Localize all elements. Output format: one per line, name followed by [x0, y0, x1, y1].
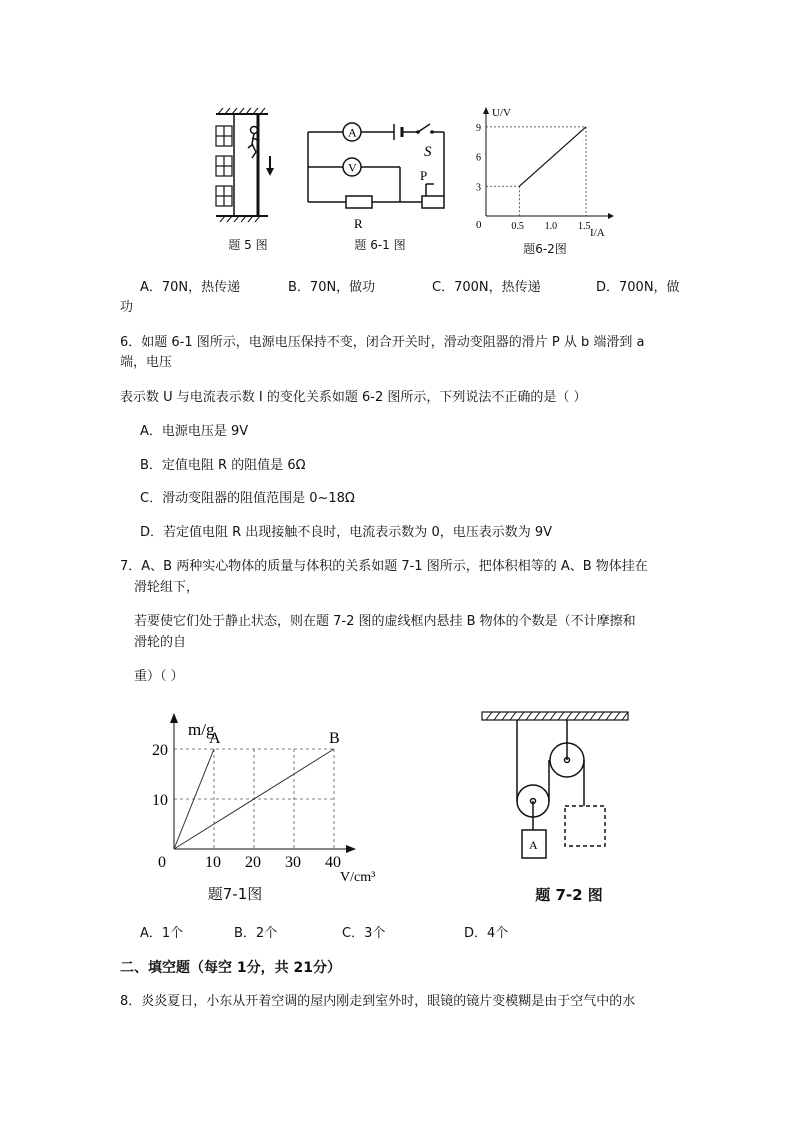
slider-label: P — [420, 168, 428, 183]
q7-stem-line3: 若要使它们处于静止状态，则在题 7-2 图的虚线框内悬挂 B 物体的个数是（不计摩擦和 — [134, 614, 636, 629]
figure-5-drawing — [208, 108, 288, 228]
y-tick-label: 20 — [152, 742, 168, 759]
x-tick-label: 30 — [285, 854, 301, 871]
x-tick-label: 10 — [205, 854, 221, 871]
q6-option-a: A．电源电压是 9V — [140, 424, 249, 439]
section-2-title: 二、填空题（每空 1分，共 21分） — [120, 960, 341, 976]
figure-6-2-caption: 题6-2图 — [523, 242, 567, 256]
figure-7-2 — [478, 708, 638, 908]
dashed-box — [565, 806, 605, 846]
x-tick-label: 0.5 — [511, 221, 524, 232]
q5-option-c: C．700N，热传递 — [432, 280, 541, 295]
x-axis-label: I/A — [590, 227, 605, 239]
chart-6-2 — [470, 100, 620, 240]
x-tick-label: 20 — [245, 854, 261, 871]
x-tick-label: 1.5 — [578, 221, 591, 232]
q7-option-c: C．3个 — [342, 926, 386, 941]
block-a-label: A — [529, 838, 538, 852]
q5-option-d-continued: 功 — [120, 300, 134, 315]
figure-6-1-circuit — [300, 112, 460, 232]
series-line-ui — [519, 127, 586, 186]
origin-label: 0 — [158, 854, 166, 871]
q7-stem-line2: 滑轮组下， — [134, 580, 200, 595]
y-axis-label: m/g — [188, 720, 215, 739]
q5-option-a: A．70N，热传递 — [140, 280, 241, 295]
origin-label: 0 — [476, 219, 482, 231]
figure-5 — [208, 108, 288, 258]
q8-stem-line1: 8．炎炎夏日，小东从开着空调的屋内刚走到室外时，眼镜的镜片变模糊是由于空气中的水 — [120, 994, 636, 1009]
q7-option-a: A．1个 — [140, 926, 184, 941]
point-label-b: B — [329, 730, 340, 747]
y-tick-label: 9 — [476, 122, 481, 134]
voltmeter-label: V — [348, 160, 357, 175]
y-tick-label: 10 — [152, 792, 168, 809]
q5-option-d: D．700N，做 — [596, 280, 680, 295]
switch-label: S — [424, 144, 432, 160]
figure-6-1-caption: 题 6-1 图 — [354, 238, 406, 252]
q6-stem-line3: 表示数 U 与电流表示数 I 的变化关系如题 6-2 图所示，下列说法不正确的是（ ） — [120, 390, 587, 405]
y-axis-label: U/V — [492, 107, 511, 119]
figure-7-2-pulley — [478, 708, 638, 868]
q6-stem-line2: 端，电压 — [120, 355, 173, 370]
q6-stem-line1: 6．如题 6-1 图所示，电源电压保持不变，闭合开关时，滑动变阻器的滑片 P 从 b 端滑到 a — [120, 335, 645, 350]
q7-option-d: D．4个 — [464, 926, 509, 941]
q7-stem-line5: 重）（ ） — [134, 669, 184, 684]
figure-7-1 — [150, 705, 376, 910]
figure-7-1-caption: 题7-1图 — [207, 885, 263, 903]
figure-6-2 — [470, 100, 620, 258]
x-tick-label: 1.0 — [544, 221, 558, 232]
figure-6-1 — [300, 112, 460, 258]
q5-option-b: B．70N，做功 — [288, 280, 376, 295]
ammeter-label: A — [348, 125, 357, 140]
x-axis-label: V/cm³ — [340, 870, 376, 885]
q7-stem-line4: 滑轮的自 — [134, 635, 187, 650]
resistor-label: R — [354, 216, 363, 231]
x-tick-label: 40 — [325, 854, 341, 871]
chart-7-1 — [150, 705, 376, 885]
q7-option-b: B．2个 — [234, 926, 278, 941]
point-label-a: A — [209, 730, 221, 747]
figure-7-2-caption: 题 7-2 图 — [535, 886, 603, 904]
q7-stem-line1: 7．A、B 两种实心物体的质量与体积的关系如题 7-1 图所示，把体积相等的 A、B 物体挂在 — [120, 559, 648, 574]
figure-5-caption: 题 5 图 — [228, 238, 268, 252]
q6-option-c: C．滑动变阻器的阻值范围是 0~18Ω — [140, 491, 355, 506]
q6-option-b: B．定值电阻 R 的阻值是 6Ω — [140, 458, 306, 473]
y-tick-label: 6 — [476, 152, 481, 164]
q6-option-d: D．若定值电阻 R 出现接触不良时，电流表示数为 0，电压表示数为 9V — [140, 525, 553, 540]
y-tick-label: 3 — [476, 182, 481, 194]
